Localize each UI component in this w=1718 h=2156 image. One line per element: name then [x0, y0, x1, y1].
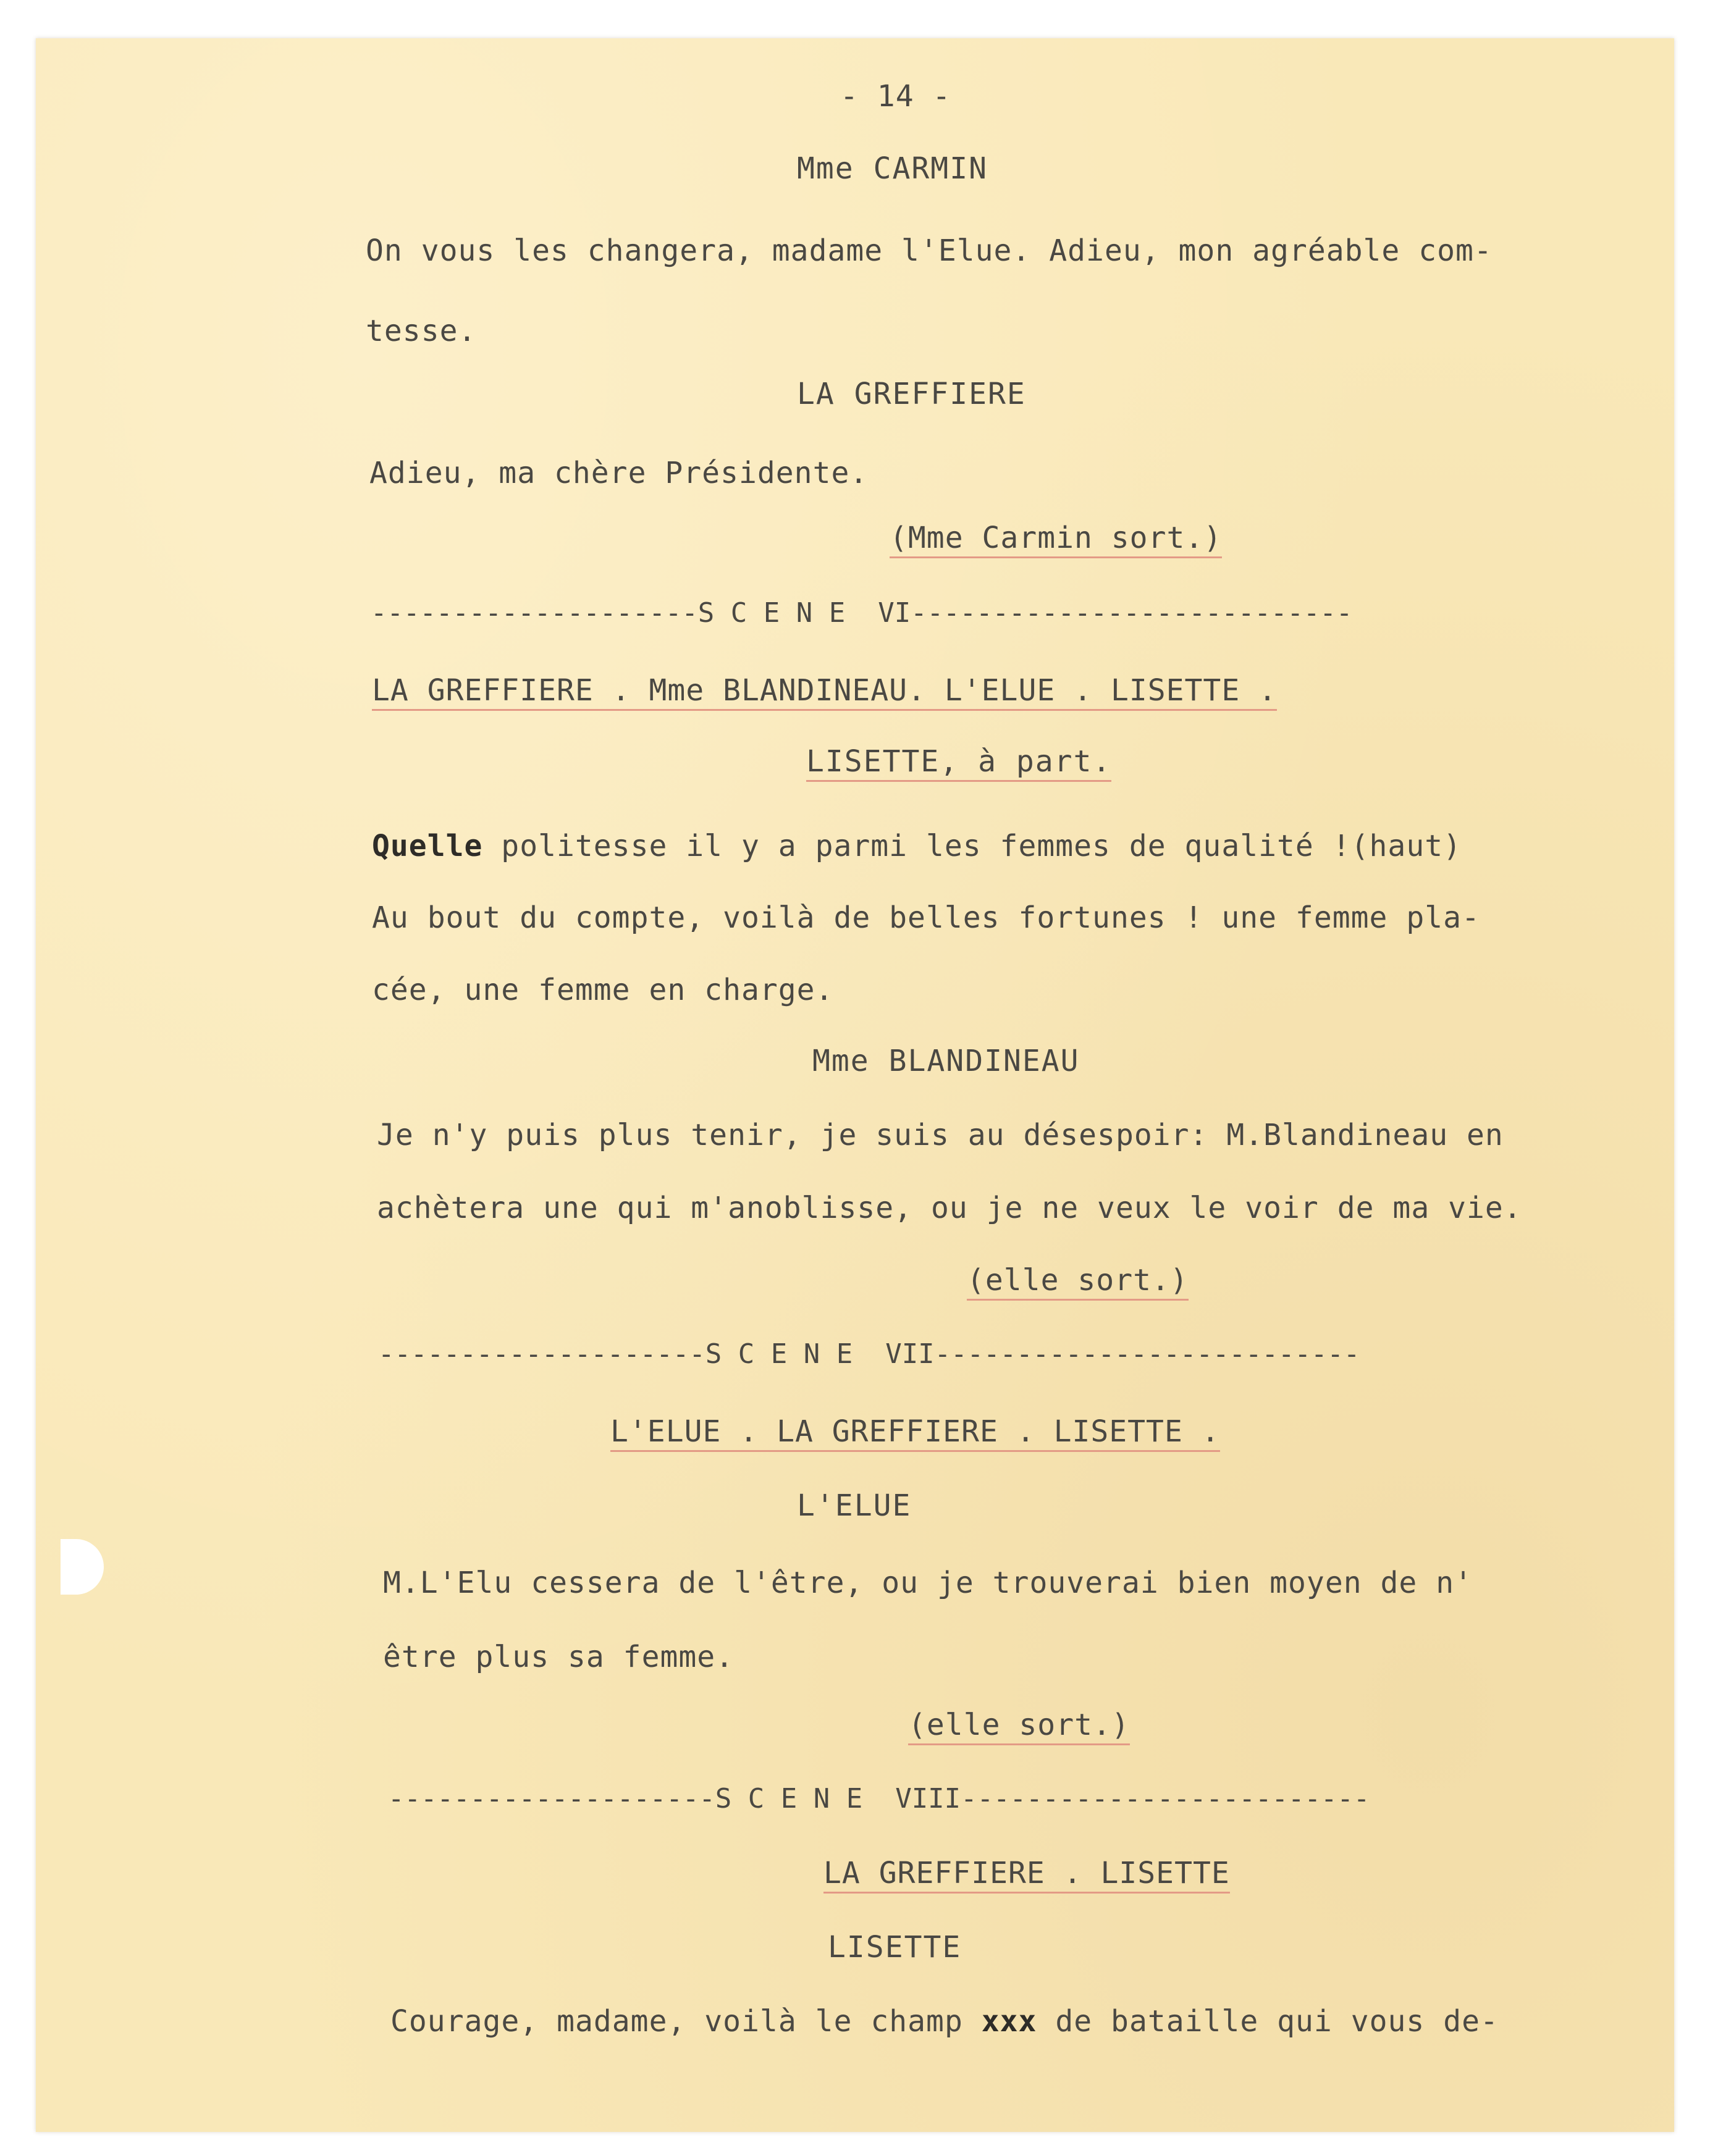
dialogue-line: M.L'Elu cessera de l'être, ou je trouverai bien moyen de n' [383, 1566, 1473, 1600]
dialogue-line: tesse. [366, 314, 477, 348]
dialogue-text: politesse il y a parmi les femmes de qualité !(haut) [482, 829, 1462, 863]
speaker-lisette-text: LISETTE, à part. [806, 744, 1111, 782]
scene-heading-vi: --------------------S C E N E VI--------------------------- [371, 597, 1353, 629]
stage-direction [967, 1263, 1189, 1298]
dialogue-text: de bataille qui vous de- [1037, 2004, 1499, 2039]
speaker-lisette [806, 744, 1111, 779]
character-list [372, 673, 1277, 708]
character-list-text: LA GREFFIERE . Mme BLANDINEAU. L'ELUE . LISETTE . [372, 673, 1277, 711]
dialogue-line: Je n'y puis plus tenir, je suis au désespoir: M.Blandineau en [377, 1118, 1504, 1152]
stage-direction-text: (elle sort.) [967, 1263, 1189, 1301]
character-list-text: LA GREFFIERE . LISETTE [823, 1856, 1230, 1894]
character-list [610, 1414, 1220, 1449]
character-list [823, 1856, 1230, 1890]
stage-direction [908, 1708, 1130, 1742]
dialogue-line: Au bout du compte, voilà de belles fortunes ! une femme pla- [372, 900, 1480, 935]
stage-direction [890, 521, 1222, 555]
dialogue-line: achètera une qui m'anoblisse, ou je ne veux le voir de ma vie. [377, 1191, 1522, 1225]
stage-direction-text: (elle sort.) [908, 1708, 1130, 1745]
speaker-la-greffiere: LA GREFFIERE [797, 377, 1026, 411]
speaker-lisette: LISETTE [828, 1930, 962, 1965]
dialogue-line: cée, une femme en charge. [372, 973, 834, 1007]
dialogue-line: On vous les changera, madame l'Elue. Adieu, mon agréable com- [366, 233, 1493, 268]
stage-direction-text: (Mme Carmin sort.) [890, 521, 1222, 558]
dialogue-line: être plus sa femme. [383, 1640, 735, 1674]
speaker-l-elue: L'ELUE [797, 1488, 912, 1523]
dialogue-emphasis: Quelle [372, 829, 483, 863]
struck-text: xxx [981, 2004, 1037, 2039]
torn-notch [61, 1539, 104, 1595]
speaker-mme-carmin: Mme CARMIN [797, 151, 988, 186]
paper-sheet [36, 38, 1674, 2132]
dialogue-text: Courage, madame, voilà le champ [390, 2004, 982, 2039]
dialogue-line [390, 2004, 1499, 2039]
speaker-mme-blandineau: Mme BLANDINEAU [812, 1044, 1080, 1078]
character-list-text: L'ELUE . LA GREFFIERE . LISETTE . [610, 1414, 1220, 1452]
scene-heading-viii: --------------------S C E N E VIII------------------------- [388, 1783, 1370, 1814]
dialogue-line [372, 829, 1462, 863]
dialogue-line: Adieu, ma chère Présidente. [369, 456, 869, 490]
scene-heading-vii: --------------------S C E N E VII-------------------------- [378, 1338, 1360, 1370]
page-number: - 14 - [840, 79, 951, 114]
